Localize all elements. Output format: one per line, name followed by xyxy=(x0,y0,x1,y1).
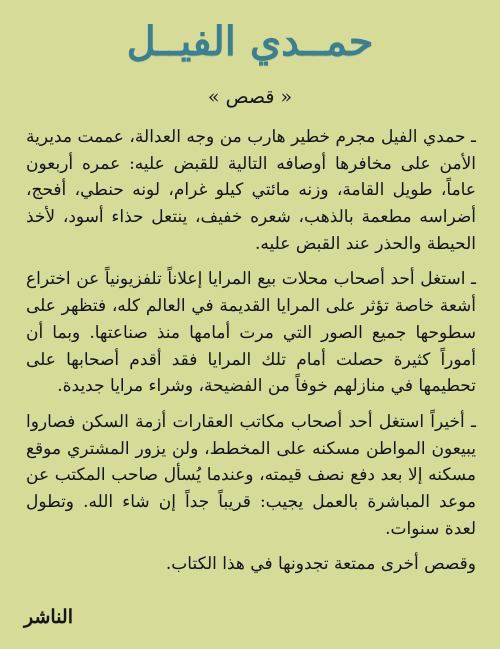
book-subtitle: « قصص » xyxy=(207,86,293,108)
paragraph-3: ـ أخيراً استغل أحد أصحاب مكاتب العقارات أزمة السكن فصاروا يبيعون المواطن مسكنه على المخطط، ولن يزور المشتري موقع مسكنه إلا بعد دفع نصف قيمته، وعندما يُسأل صاحب المكتب عن موعد المباشرة بالعمل يجيب: قريباً جداً إن شاء الله. وتطول لعدة سنوات. xyxy=(26,411,476,539)
paragraph-2: ـ استغل أحد أصحاب محلات بيع المرايا إعلاناً تلفزيونياً عن اختراع أشعة خاصة تؤثر على المرايا القديمة في العالم كله، فتظهر على سطوحها جميع الصور التي مرت أمامها منذ صناعتها. وبما أن أموراً كثيرة حصلت أمام تلك المرايا فقد أقدم أصحابها على تحطيمها في منازلهم خوفاً من الفضيحة، وشراء مرايا جديدة. xyxy=(26,269,476,397)
book-title: حمــدي الفيــل xyxy=(126,18,374,65)
synopsis-text xyxy=(26,124,476,587)
paragraph-1: ـ حمدي الفيل مجرم خطير هارب من وجه العدالة، عممت مديرية الأمن على مخافرها أوصافه التالية للقبض عليه: عمره أربعون عاماً، طويل القامة، وزنه مائتي كيلو غرام، لونه حنطي، أفحج، أضراسه مطعمة بالذهب، شعره خفيف، ينتعل حذاء أسود، لأخذ الحيطة والحذر عند القبض عليه. xyxy=(26,127,476,254)
closing-line: وقصص أخرى ممتعة تجدونها في هذا الكتاب. xyxy=(165,554,476,575)
publisher-label: الناشر xyxy=(24,606,73,628)
